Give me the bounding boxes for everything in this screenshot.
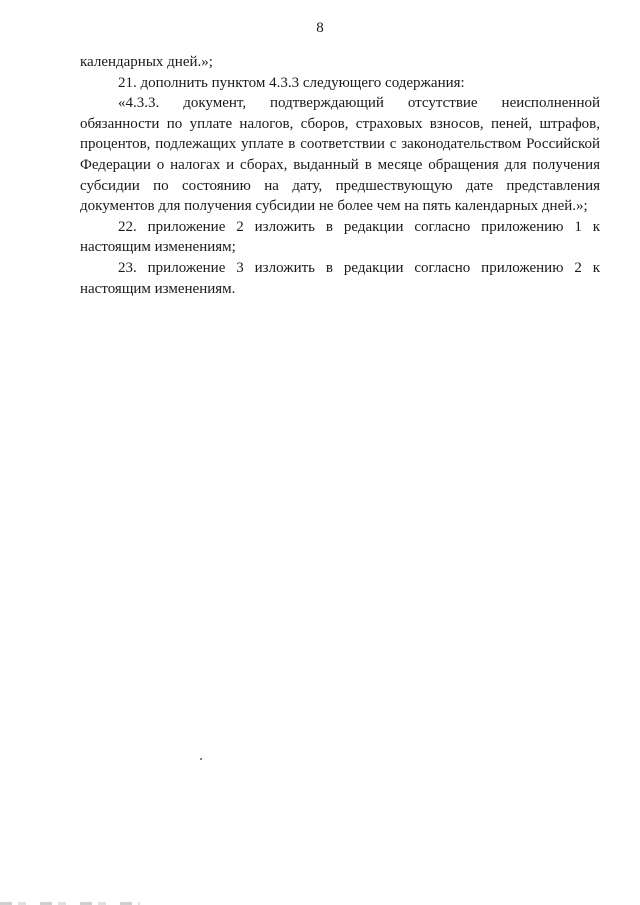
paragraph-item-21: 21. дополнить пунктом 4.3.3 следующего содержания: (118, 74, 465, 91)
page-number: 8 (316, 20, 324, 36)
paragraph-item-22: 22. приложение 2 изложить в редакции согласно приложению 1 к настоящим изменениям; (80, 218, 600, 256)
scan-speck (200, 758, 202, 760)
paragraph-item-4-3-3: «4.3.3. документ, подтверждающий отсутствие неисполненной обязанности по уплате налогов, сборов, страховых взносов, пеней, штрафов, процентов, подлежащих уплате в соответствии с законодательством Российской Федерации о налогах и сборах, выданный в месяце обращения для получения субсидии по состоянию на дату, предшествующую дате представления документов для получения субсидии не более чем на пять календарных дней.»; (80, 95, 600, 215)
paragraph-continuation: календарных дней.»; (80, 54, 213, 70)
paragraph-item-23: 23. приложение 3 изложить в редакции согласно приложению 2 к настоящим изменениям. (80, 259, 600, 297)
document-body (80, 52, 600, 299)
